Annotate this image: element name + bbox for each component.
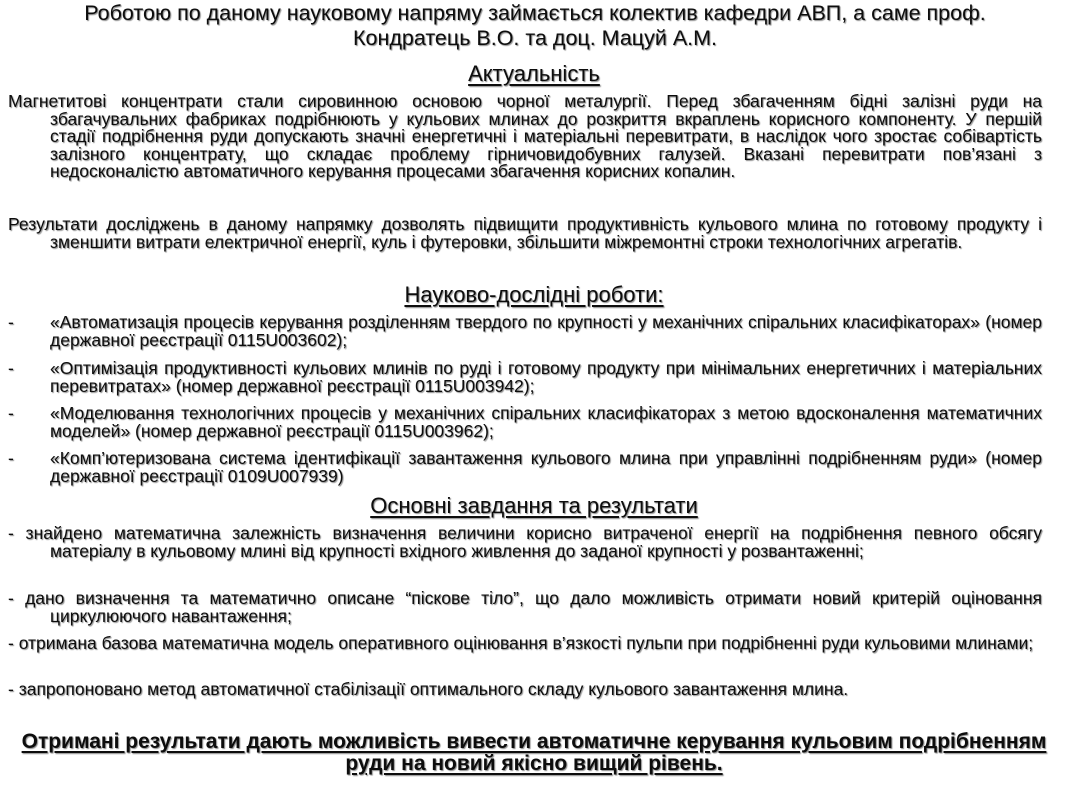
results-heading: Основні завдання та результати [370, 493, 698, 518]
research-item-dash: - [8, 448, 14, 468]
research-item [8, 314, 1042, 349]
relevance-paragraph-1 [8, 93, 1042, 181]
research-heading: Науково-дослідні роботи: [404, 282, 664, 307]
research-item-text: «Автоматизація процесів керування розділенням твердого по крупності у механічних спіральних класифікаторах» (номер державної реєстрації 0115U003602); [50, 312, 1042, 350]
research-item-dash: - [8, 312, 14, 332]
result-item: - дано визначення та математично описане “піскове тіло”, що дало можливість отримати новий критерій оціновання циркулюючого навантаження; [8, 588, 1042, 626]
research-item [8, 360, 1042, 395]
result-item: - знайдено математична залежність визначення величини корисно витраченої енергії на подрібнення певного обсягу матеріалу в кульовому млині від крупності вхідного живлення до заданої крупності у розвантаженні; [8, 523, 1042, 561]
relevance-paragraph-1-text: Магнетитові концентрати стали сировинною основою чорної металургії. Перед збагаченням бідні залізні руди на збагачувальних фабриках подрібнюють у кульових млинах до розкриття вкраплень корисного компоненту. У першій стадії подрібнення руди допускають значні енергетичні і матеріальні перевитрати, в наслідок чого зростає собівартість залізного концентрату, що складає проблему гірничовидобувних галузей. Вказані перевитрати пов’язані з недосконалістю автоматичного керування процесами збагачення корисних копалин. [8, 91, 1042, 182]
research-item-text: «Комп’ютеризована система ідентифікації завантаження кульового млина при управлінні подрібненням руди» (номер державної реєстрації 0109U007939) [50, 448, 1042, 486]
research-item-dash: - [8, 358, 14, 378]
research-item [8, 450, 1042, 485]
research-item-text: «Моделювання технологічних процесів у механічних спіральних класифікаторах з метою вдосконалення математичних моделей» (номер державної реєстрації 0115U003962); [50, 403, 1042, 441]
relevance-paragraph-2 [8, 216, 1042, 251]
conclusion: Отримані результати дають можливість вивести автоматичне керування кульовим подрібненням руди на новий якісно вищий рівень. [21, 730, 1047, 775]
research-item [8, 405, 1042, 440]
research-item-dash: - [8, 403, 14, 423]
research-item-text: «Оптимізація продуктивності кульових млинів по руді і готовому продукту при мінімальних енергетичних і матеріальних перевитратах» (номер державної реєстрації 0115U003942); [50, 358, 1042, 396]
result-item: - отримана базова математична модель оперативного оцінювання в’язкості пульпи при подрібненні руди кульовими млинами; [8, 633, 1034, 653]
relevance-heading: Актуальність [468, 61, 600, 86]
result-item: - запропоновано метод автоматичної стабілізації оптимального складу кульового завантаження млина. [8, 679, 849, 699]
relevance-paragraph-2-text: Результати досліджень в даному напрямку дозволять підвищити продуктивність кульового млина по готовому продукту і зменшити витрати електричної енергії, куль і футеровки, збільшити міжремонтні строки технологічних агрегатів. [8, 214, 1042, 252]
intro-paragraph: Роботою по даному науковому напряму займається колектив кафедри АВП, а саме проф. Кондратець В.О. та доц. Мацуй А.М. [84, 1, 986, 50]
